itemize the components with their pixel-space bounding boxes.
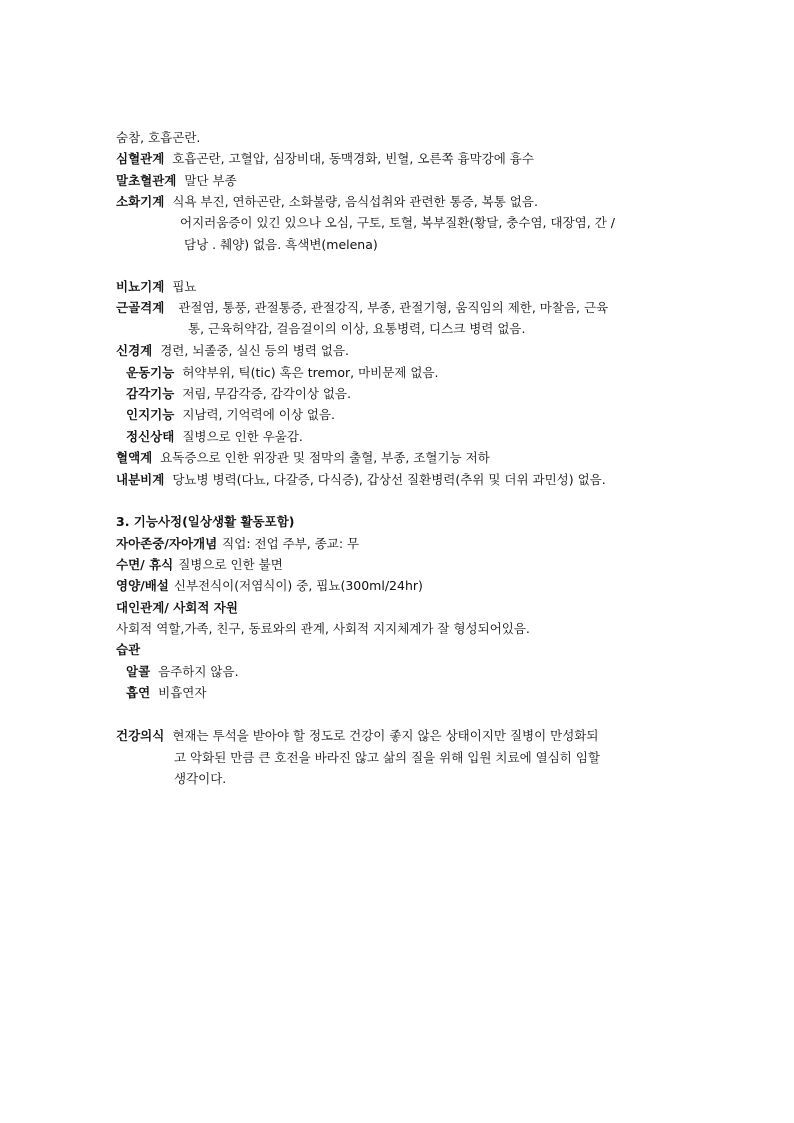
digestive-label: 소화기계 xyxy=(116,194,165,209)
self-concept-text: 직업: 전업 주부, 종교: 무 xyxy=(222,536,360,551)
peripheral-text: 말단 부종 xyxy=(184,173,237,188)
cognitive-label: 인지기능 xyxy=(126,407,175,422)
hemato-text: 요독증으로 인한 위장관 및 점막의 출혈, 부종, 조혈기능 저하 xyxy=(160,450,490,465)
health-text-line3: 생각이다. xyxy=(174,771,227,786)
cognitive-text: 지남력, 기억력에 이상 없음. xyxy=(182,407,336,422)
hemato-row xyxy=(116,449,490,466)
neuro-text: 경련, 뇌졸중, 실신 등의 병력 없음. xyxy=(160,343,349,358)
cognitive-row xyxy=(126,406,335,423)
cardio-label: 심혈관계 xyxy=(116,151,165,166)
health-row xyxy=(116,727,598,744)
digestive-text-line1: 식욕 부진, 연하곤란, 소화불량, 음식섭취와 관련한 통증, 복통 없음. xyxy=(172,194,538,209)
alcohol-label: 알콜 xyxy=(126,664,151,679)
motor-row xyxy=(126,364,439,381)
digestive-text-line2: 어지러움증이 있긴 있으나 오심, 구토, 토혈, 복부질환(황달, 충수염, 대장염, 간 / xyxy=(180,215,615,230)
smoking-label: 흡연 xyxy=(126,685,151,700)
neuro-label: 신경계 xyxy=(116,343,153,358)
peripheral-row xyxy=(116,172,237,189)
urinary-text: 핍뇨 xyxy=(172,279,197,294)
motor-text: 허약부위, 틱(tic) 혹은 tremor, 마비문제 없음. xyxy=(182,365,439,380)
musculo-text-line1: 관절염, 통풍, 관절통증, 관절강직, 부종, 관절기형, 움직임의 제한, 마찰음, 근육 xyxy=(178,300,609,315)
endocrine-label: 내분비계 xyxy=(116,472,165,487)
continuation-line: 숨참, 호흡곤란. xyxy=(116,130,201,145)
peripheral-label: 말초혈관계 xyxy=(116,173,177,188)
urinary-label: 비뇨기계 xyxy=(116,279,165,294)
musculo-row xyxy=(116,299,608,316)
cardio-row xyxy=(116,150,534,167)
smoking-row xyxy=(126,684,206,701)
nutrition-row xyxy=(116,577,423,594)
musculo-label: 근골격계 xyxy=(116,300,165,315)
sleep-label: 수면/ 휴식 xyxy=(116,557,174,572)
nutrition-label: 영양/배설 xyxy=(116,578,169,593)
mental-label: 정신상태 xyxy=(126,429,175,444)
alcohol-text: 음주하지 않음. xyxy=(158,664,239,679)
habits-label: 습관 xyxy=(116,642,141,657)
health-label: 건강의식 xyxy=(116,728,165,743)
alcohol-row xyxy=(126,663,239,680)
neuro-row xyxy=(116,342,349,359)
section3-title: 3. 기능사정(일상생활 활동포함) xyxy=(116,514,295,529)
health-text-line1: 현재는 투석을 받아야 할 정도로 건강이 좋지 않은 상태이지만 질병이 만성화되 xyxy=(172,728,599,743)
sensory-label: 감각기능 xyxy=(126,386,175,401)
urinary-row xyxy=(116,278,196,295)
sleep-text: 질병으로 인한 불면 xyxy=(178,557,283,572)
health-text-line2: 고 악화된 만큼 큰 호전을 바라진 않고 삶의 질을 위해 입원 치료에 열심히 임할 xyxy=(174,750,600,765)
endocrine-row xyxy=(116,471,606,488)
mental-text: 질병으로 인한 우울감. xyxy=(182,429,303,444)
smoking-text: 비흡연자 xyxy=(158,685,207,700)
sleep-row xyxy=(116,556,283,573)
sensory-row xyxy=(126,385,351,402)
motor-label: 운동기능 xyxy=(126,365,175,380)
hemato-label: 혈액계 xyxy=(116,450,153,465)
social-label: 대인관계/ 사회적 자원 xyxy=(116,600,238,615)
musculo-text-line2: 통, 근육허약감, 걸음걸이의 이상, 요통병력, 디스크 병력 없음. xyxy=(188,321,526,336)
self-concept-row xyxy=(116,535,359,552)
mental-row xyxy=(126,428,303,445)
endocrine-text: 당뇨병 병력(다뇨, 다갈증, 다식증), 갑상선 질환병력(추위 및 더위 과민성) 없음. xyxy=(172,472,606,487)
digestive-row xyxy=(116,193,538,210)
cardio-text: 호흡곤란, 고혈압, 심장비대, 동맥경화, 빈혈, 오른쪽 흉막강에 흉수 xyxy=(172,151,534,166)
sensory-text: 저림, 무감각증, 감각이상 없음. xyxy=(182,386,352,401)
self-concept-label: 자아존중/자아개념 xyxy=(116,536,218,551)
nutrition-text: 신부전식이(저염식이) 중, 핍뇨(300ml/24hr) xyxy=(173,578,423,593)
digestive-text-line3: 담낭 . 췌양) 없음. 흑색변(melena) xyxy=(184,237,378,252)
social-text: 사회적 역할,가족, 친구, 동료와의 관계, 사회적 지지체계가 잘 형성되어있음. xyxy=(116,621,530,636)
